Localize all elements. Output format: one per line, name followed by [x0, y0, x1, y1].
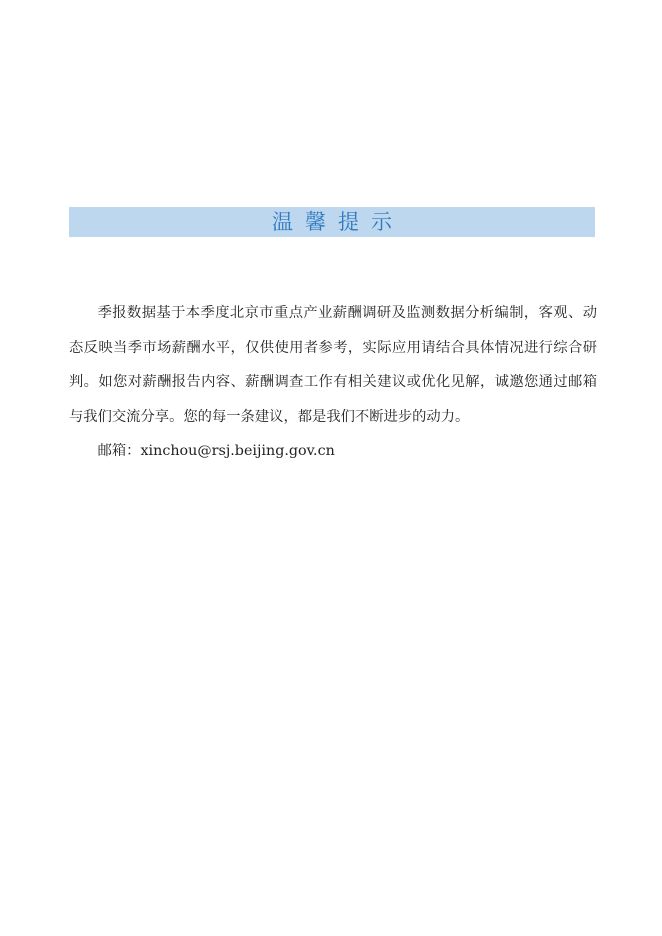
email-address[interactable]: xinchou@rsj.beijing.gov.cn: [140, 443, 335, 459]
email-line: [69, 434, 597, 469]
notice-body: [69, 296, 597, 469]
email-label: 邮箱：: [97, 443, 141, 459]
notice-paragraph: 季报数据基于本季度北京市重点产业薪酬调研及监测数据分析编制，客观、动态反映当季市场薪酬水平，仅供使用者参考，实际应用请结合具体情况进行综合研判。如您对薪酬报告内容、薪酬调查工作有相关建议或优化见解，诚邀您通过邮箱与我们交流分享。您的每一条建议，都是我们不断进步的动力。: [69, 305, 597, 425]
notice-title: 温馨提示: [272, 209, 404, 234]
notice-banner: [69, 207, 595, 237]
